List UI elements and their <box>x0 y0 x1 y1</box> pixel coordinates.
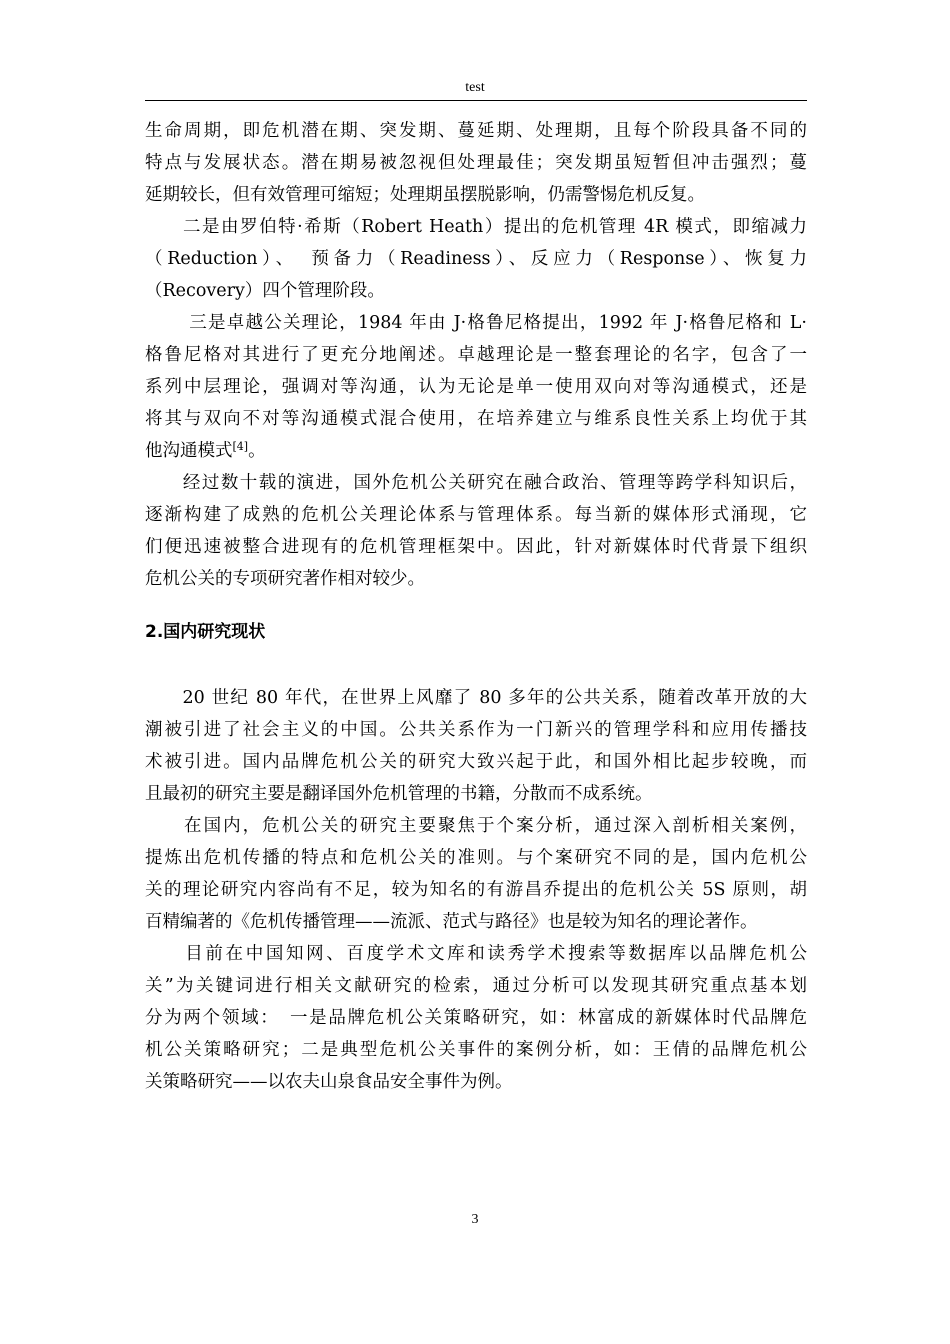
body-line: 且最初的研究主要是翻译国外危机管理的书籍，分散而不成系统。 <box>145 784 653 804</box>
body-line: 逐渐构建了成熟的危机公关理论体系与管理体系。每当新的媒体形式涌现，它 <box>145 505 807 525</box>
body-line: 三是卓越公关理论，1984 年由 J·格鲁尼格提出，1992 年 J·格鲁尼格和 L· <box>145 313 807 333</box>
body-line: 危机公关的专项研究著作相对较少。 <box>145 569 425 589</box>
body-line: 分为两个领域： 一是品牌危机公关策略研究，如：林富成的新媒体时代品牌危 <box>145 1008 807 1028</box>
section-heading: 2.国内研究现状 <box>145 622 266 642</box>
body-line: 经过数十载的演进，国外危机公关研究在融合政治、管理等跨学科知识后， <box>145 473 807 493</box>
body-line: 目前在中国知网、百度学术文库和读秀学术搜索等数据库以品牌危机公 <box>145 944 807 964</box>
body-line: 格鲁尼格对其进行了更充分地阐述。卓越理论是一整套理论的名字，包含了一 <box>145 345 807 365</box>
body-line: 关”为关键词进行相关文献研究的检索，通过分析可以发现其研究重点基本划 <box>145 976 807 996</box>
body-line: 特点与发展状态。潜在期易被忽视但处理最佳；突发期虽短暂但冲击强烈；蔓 <box>145 153 807 173</box>
body-line: 术被引进。国内品牌危机公关的研究大致兴起于此，和国外相比起步较晚，而 <box>145 752 807 772</box>
body-line: 关策略研究——以农夫山泉食品安全事件为例。 <box>145 1072 513 1092</box>
body-text: 。 <box>248 441 266 461</box>
body-line: 机公关策略研究；二是典型危机公关事件的案例分析，如：王倩的品牌危机公 <box>145 1040 807 1060</box>
body-line: 关的理论研究内容尚有不足，较为知名的有游昌乔提出的危机公关 5S 原则，胡 <box>145 880 807 900</box>
body-line: 20 世纪 80 年代，在世界上风靡了 80 多年的公共关系，随着改革开放的大 <box>145 688 807 708</box>
body-text: 他沟通模式 <box>145 441 233 461</box>
header-divider <box>145 100 807 101</box>
body-line: 将其与双向不对等沟通模式混合使用，在培养建立与维系良性关系上均优于其 <box>145 409 807 429</box>
page-number: 3 <box>471 1212 479 1227</box>
body-line: 潮被引进了社会主义的中国。公共关系作为一门新兴的管理学科和应用传播技 <box>145 720 807 740</box>
body-line: 在国内，危机公关的研究主要聚焦于个案分析，通过深入剖析相关案例， <box>145 816 807 836</box>
body-line: （Recovery）四个管理阶段。 <box>145 281 385 301</box>
body-line: 系列中层理论，强调对等沟通，认为无论是单一使用双向对等沟通模式，还是 <box>145 377 807 397</box>
body-line: 提炼出危机传播的特点和危机公关的准则。与个案研究不同的是，国内危机公 <box>145 848 807 868</box>
body-line: （Reduction）、 预备力（Readiness）、反应力（Response）、恢复力 <box>145 249 807 269</box>
body-line: 生命周期，即危机潜在期、突发期、蔓延期、处理期，且每个阶段具备不同的 <box>145 121 807 141</box>
body-line: 百精编著的《危机传播管理——流派、范式与路径》也是较为知名的理论著作。 <box>145 912 758 932</box>
citation-ref: [4] <box>232 440 249 453</box>
body-line: 二是由罗伯特·希斯（Robert Heath）提出的危机管理 4R 模式，即缩减力 <box>145 217 807 237</box>
body-line: 们便迅速被整合进现有的危机管理框架中。因此，针对新媒体时代背景下组织 <box>145 537 807 557</box>
running-header: test <box>465 80 485 95</box>
body-line: 延期较长，但有效管理可缩短；处理期虽摆脱影响，仍需警惕危机反复。 <box>145 185 705 205</box>
body-line-with-citation <box>145 439 266 463</box>
